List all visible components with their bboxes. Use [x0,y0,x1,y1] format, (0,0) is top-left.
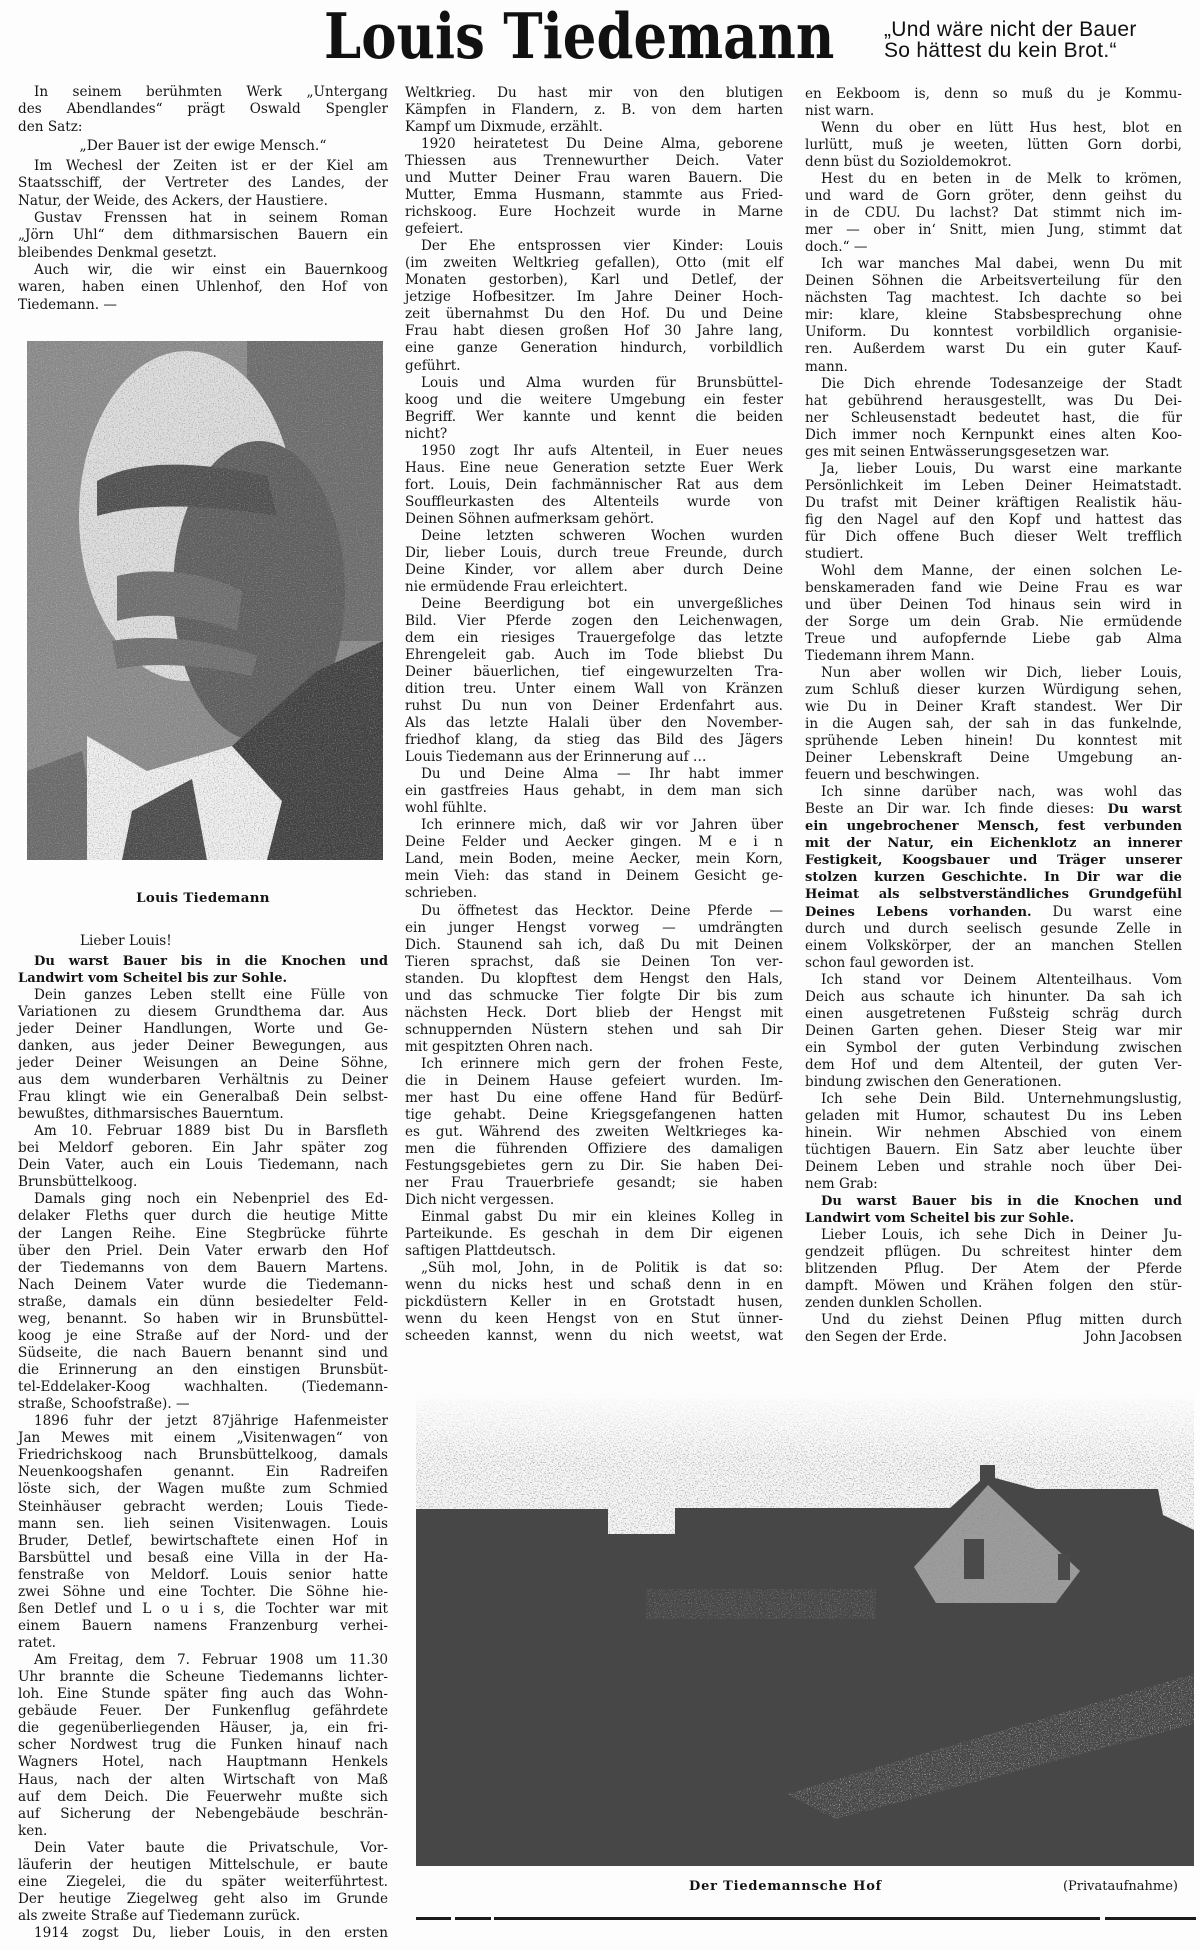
text-line: Dein Vater baute die Privatschule, Vor- [34,1839,388,1856]
text-line: Lieber Louis! [80,933,172,949]
text-line: Dir, lieber Louis, durch treue Freunde, durch [405,544,783,561]
text-line: Deine Beerdigung bot ein unvergeßliches [421,595,783,612]
text-line: jeder Deiner Handlungen, Worte und Ge- [18,1020,388,1037]
text-line: Du warst Bauer bis in die Knochen und [821,1194,1182,1210]
text-line: Frau habt diesen großen Hof 30 Jahre lang, [405,323,783,340]
text-line [805,835,1182,852]
text-line: und Mutter Deiner Frau waren Bauern. Die [405,170,783,187]
text-line: der Langen Reihe. Eine Stegbrücke führte [18,1225,388,1242]
text-line: ratet. [18,1635,56,1651]
text-line: wenn du keen Hengst von en Stut ünner- [405,1311,783,1328]
text-line [805,801,1182,818]
text-line: als zweite Straße auf Tiedemann zurück. [18,1908,301,1924]
text-line: Monaten gestorben), Karl und Detlef, der [405,272,783,289]
text-line: scher Nordwest trug die Funken hinauf nach [18,1737,388,1754]
text-line: Die Dich ehrende Todesanzeige der Stadt [821,375,1182,392]
author-signature: John Jacobsen [1084,1329,1182,1346]
text-line: danken, aus jeder Deiner Bewegungen, aus [18,1037,388,1054]
text-line: ein junger Hengst vorweg — umdrängten [405,919,783,936]
paragraph [405,528,783,596]
text-line: standen. Du klopftest dem Hengst den Hals, [405,970,783,987]
paragraph [805,86,1182,120]
text-line: saftigen Plattdeutsch. [405,1243,556,1260]
text-line: hinein. Wir nehmen Abschied von einem [805,1124,1182,1141]
text-line: Bruder, Detlef, bewirtschaftete einen Hof in [18,1532,388,1549]
portrait-photo [27,341,383,860]
text-line: lurlütt, muß je weeten, lütten Gorn dorbi, [805,137,1182,154]
paragraph [18,987,388,1124]
text-line: tel-Eddelaker-Koog wachhalten. (Tiedemann- [18,1379,388,1396]
text-line: bei Meldorf geboren. Ein Jahr später zog [18,1140,388,1157]
text-line: ges mit seinen Entwässerungsgesetzen war. [805,443,1110,460]
paragraph [805,256,1182,375]
bold-text: stolzen kurzen Geschichte. In Dir war die [805,870,1182,886]
text-line: tüchtigen Bauern. Ein Satz aber leuchte über [805,1141,1182,1158]
text-line: Deine letzten schweren Wochen wurden [421,527,783,544]
paragraph [805,972,1182,1091]
text-line: Tiedemann ihrem Mann. [805,648,975,665]
text-line: Lieber Louis, ich sehe Dich in Deiner Ju- [821,1227,1182,1244]
divider-rule [1105,1917,1196,1920]
text-line: Haus, nach der alten Wirtschaft von Maß [18,1771,388,1788]
text-line: ken. [18,1822,48,1839]
text-line: schon faul geworden ist. [805,954,975,971]
paragraph [405,817,783,902]
paragraph [805,171,1182,256]
text-line: Frau klingt wie ein Generalbaß Dein selbst- [18,1089,388,1105]
text-line: dition treu. Unter einem Wall von Kränzen [405,681,783,698]
text-line: Einmal gabst Du mir ein kleines Kolleg in [421,1209,783,1226]
farm-photo [416,1389,1194,1866]
text-line: Louis Tiedemann aus der Erinnerung auf … [405,749,707,766]
text-line: Parteikunde. Es geschah in dem Dir eigenen [405,1226,783,1243]
text-line: Uhr brannte die Scheune Tiedemanns lichter- [18,1669,388,1686]
text-line: Dein Vater, auch ein Louis Tiedemann, nach [18,1157,388,1174]
paragraph [18,1840,388,1925]
text-line: Du warst Bauer bis in die Knochen und [34,953,388,969]
text-line: bleibendes Denkmal gesetzt. [18,244,217,261]
motto-line: So hättest du kein Brot.“ [884,39,1117,62]
paragraph [18,1191,388,1413]
text-line: Land, mein Boden, meine Aecker, mein Korn, [405,851,783,868]
salutation [18,933,388,953]
text-line: nist warn. [805,103,875,120]
paragraph [405,136,783,238]
text-line: gebäude Feuer. Der Funkenflug gefährdete [18,1703,388,1720]
text-line: delaker Fleths quer durch die heutige Mitte [18,1208,388,1225]
text-line: einem Bauern namens Franzenburg verhei- [18,1617,388,1634]
text-line: nicht? [405,425,448,442]
text-line: men die führenden Offiziere des damaligen [405,1140,783,1157]
text-line: tige gehabt. Deine Kriegsgefangenen hatten [405,1106,783,1123]
text-line: Hest du en beten in de Melk to krömen, [821,171,1182,188]
text-line: „Der Bauer ist der ewige Mensch.“ [79,138,327,155]
text-line: Und du ziehst Deinen Pflug mitten durch [821,1312,1182,1329]
farm-image [416,1389,1194,1866]
text-line: Deine Felder und Aecker gingen. M e i n [405,834,783,851]
paragraph [405,1209,783,1260]
bold-text: Du warst [1107,802,1182,818]
text-line: Dich immer noch Kernpunkt eines alten Koo- [805,426,1182,443]
text-line: gendzeit pflügen. Du schreitest hinter dem [805,1244,1182,1261]
text-line: Wenn du ober en lütt Hus hest, blot en [821,120,1182,137]
text-line: dem ein riesiges Trauergefolge das letzte [405,630,783,646]
text-line: und ward de Gorn gröter, denn geihst du [805,188,1182,205]
text-line: ren. Außerdem warst Du ein guter Kauf- [805,341,1182,358]
text-line: feuern und beschwingen. [805,767,980,784]
text-line: Ich erinnere mich, daß wir vor Jahren über [421,817,783,834]
text-line: „Süh mol, John, in de Politik is dat so: [421,1260,783,1277]
text-line: Landwirt vom Scheitel bis zur Sohle. [18,970,288,986]
text-line: ein Symbol der guten Verbindung zwischen [805,1039,1182,1056]
text-line: Steinhäuser gebracht werden; Louis Tiede- [18,1498,388,1515]
text-line: ßen Detlef und L o u i s, die Tochter war mit [18,1600,388,1617]
text-line: straße, Schoofstraße). — [18,1396,190,1413]
text-line [805,1329,1182,1346]
text-line [805,852,1182,869]
text-line: Thiessen aus Trennewurther Deich. Vater [405,153,783,170]
column-2 [405,85,783,1345]
text-line: blitzenden Pflug. Der Atem der Pferde [805,1261,1182,1278]
motto-line: „Und wäre nicht der Bauer [884,18,1137,41]
farm-buildings [416,1465,1194,1866]
paragraph [805,563,1182,665]
text-line: 1896 fuhr der jetzt 87jährige Hafenmeister [34,1413,388,1430]
paragraph [18,84,388,136]
portrait-highlights [27,341,383,860]
text-line: ner Schleusenstadt bedeutet hast, die für [805,409,1182,426]
text-line: Du öffnetest das Hecktor. Deine Pferde — [421,902,783,919]
sky-fade [416,1389,1194,1459]
text-line: Wohl dem Manne, der einen solchen Le- [821,562,1182,579]
text-line: denn büst du Sozioldemokrot. [805,154,1012,171]
text-line: Ich erinnere mich gern der frohen Feste, [421,1055,783,1072]
text-line: mann sen. lieh seinen Visitenwagen. Louis [18,1515,388,1532]
text-line: Nun aber wollen wir Dich, lieber Louis, [821,665,1182,682]
text-line: eine Ziegelei, die du später weiterführtest. [18,1873,388,1890]
text-line [805,818,1182,835]
text-line: scheeden kannst, wenn du nich weetst, wat [405,1328,783,1345]
text-line: dampft. Möwen und Krähen folgen den stür- [805,1278,1182,1295]
text-line: Friedrichskoog nach Brunsbüttelkoog, damals [18,1447,388,1464]
text-line: Dich. Staunend sah ich, daß Du mit Deinen [405,936,783,953]
text-line: bindung zwischen den Generationen. [805,1073,1062,1090]
text-line: Der heutige Ziegelweg geht also im Grunde [18,1890,388,1907]
text-line: einen ausgetretenen Fußsteig schräg durch [805,1005,1182,1022]
text-line: Auch wir, die wir einst ein Bauernkoog [34,261,388,278]
text-line: Variationen zu diesem Grundthema dar. Aus [18,1003,388,1020]
text-line: wohl fühlte. [405,800,487,817]
paragraph [805,376,1182,461]
text-line: zeit übernahmst Du den Hof. Du und Deine [405,306,783,323]
text-line: Ich war manches Mal dabei, wenn Du mit [821,256,1182,273]
text-line: 1950 zogt Ihr aufs Altenteil, in Euer neues [421,442,783,459]
text-line: fort. Louis, Dein fachmännischer Rat aus dem [405,476,783,493]
text-line: richskoog. Eure Hochzeit wurde in Marne [405,204,783,221]
text-line: auf Sicherung der Nebengebäude beschrän- [18,1805,388,1822]
text-line: Deinen Söhnen die Arbeitsverteilung für den [805,273,1182,290]
text-line: es gut. Während des zweiten Weltkrieges ka- [405,1123,783,1140]
text-line: Natur, der Weide, des Ackers, der Haustiere. [18,192,328,209]
paragraph [18,1123,388,1191]
text-line: zum Schluß dieser kurzen Würdigung sehen, [805,682,1182,699]
text-line: einem Volkskörper, der an manchen Stellen [805,937,1182,954]
text-line: Haus. Eine neue Generation setzte Euer Werk [405,459,783,476]
text-line: koog und die weitere Umgebung ein fester [405,391,783,408]
text-line: hat gebührend herausgestellt, was Du Dei- [805,392,1182,409]
paragraph [405,766,783,817]
text-line: über den Priel. Dein Vater erwarb den Hof [18,1242,388,1259]
text-line: bewußtes, dithmarsisches Bauerntum. [18,1106,284,1123]
text-line: Am Freitag, dem 7. Februar 1908 um 11.30 [34,1652,388,1669]
text-line: „Jörn Uhl“ dem dithmarsischen Bauern ein [18,227,388,244]
bold-paragraph [805,1193,1182,1227]
text-line: jeder Deiner Weisungen an Deine Söhne, [18,1054,388,1071]
text-line: Kampf um Dixmude, erzählt. [405,119,603,136]
text-line: nie ermüdende Frau erleichtert. [405,578,628,595]
text-line: die gegenüberliegenden Häuser, ja, ein fri- [18,1720,388,1737]
text-line: Ich stand vor Deinem Altenteilhaus. Vom [821,971,1182,988]
text-line: Bild. Vier Pferde zogen den Leichenwagen, [405,612,783,629]
text-line: Deine Kinder, vor allem aber durch Deine [405,561,783,578]
paragraph [18,1652,388,1840]
text-line: studiert. [805,545,864,562]
text-line: schnuppernden Nüstern stehen und sah Dir [405,1021,783,1038]
text-line: waren, haben einen Uhlenhof, den Hof von [18,279,388,296]
text-line: Deich aus schaute ich hinunter. Da sah ich [805,988,1182,1005]
text-line: Kämpfen in Flandern, z. B. von dem harten [405,102,783,119]
headline: Louis Tiedemann [324,0,835,73]
paragraph [18,158,388,210]
text-line: die in Deinem Hause gefeiert wurden. Im- [405,1072,783,1089]
text-line: Landwirt vom Scheitel bis zur Sohle. [805,1211,1075,1227]
bold-text: Deines Lebens vorhanden. [805,904,1032,920]
text-line: löste sich, der Wagen mußte zum Schmied [18,1481,388,1498]
text-line: In seinem berühmten Werk „Untergang [34,84,388,100]
text-line: Staatsschiff, der Vertreter des Landes, der [18,175,388,192]
text-line: Tieren sprachst, daß sie Deinen Ton ver- [405,953,783,970]
text-line: Treue und aufopfernde Liebe gab Alma [805,631,1182,647]
text-line: der Tiedemanns von dem Bauern Martens. [18,1259,388,1276]
text-line: Begriff. Wer kannte und kennt die beiden [405,408,783,425]
window [1058,1554,1070,1580]
text-line: den Satz: [18,118,83,135]
text-segment: den Segen der Erde. [805,1329,948,1346]
text-line: dem Hof und dem Altenteil, der guten Ver- [805,1056,1182,1073]
divider-rule [416,1917,451,1920]
text-line: Deinen Söhnen aufmerksam gehört. [405,510,655,527]
divider-rule [455,1917,491,1920]
text-line: Persönlichkeit im Leben Deiner Heimatstadt. [805,477,1182,494]
text-line: gefeiert. [405,221,464,238]
text-line: Deinem Leben und strahle noch über Dei- [805,1158,1182,1175]
bold-text: mit der Natur, ein Eichenklotz an innerer [805,836,1182,852]
photo-credit: (Privataufnahme) [1062,1879,1178,1894]
paragraph [805,784,1182,971]
text-line: nächsten Heck. Dort blieb der Hengst mit [405,1004,783,1021]
paragraph [805,1227,1182,1312]
text-line: Dein ganzes Leben stellt eine Fülle von [34,986,388,1003]
text-line: läuferin der heutigen Mittelschule, er baute [18,1856,388,1873]
paragraph [405,375,783,443]
text-line: Deiner Lebenskraft Deine Umgebung an- [805,750,1182,767]
text-line: mit gespitzten Ohren nach. [405,1038,594,1055]
text-line: Als das letzte Halali über den November- [405,715,783,732]
paragraph [805,120,1182,171]
paragraph [405,903,783,1056]
text-line: in de CDU. Du lachst? Dat stimmt nich im- [805,205,1182,222]
paragraph [18,1925,388,1942]
text-line: mann. [805,358,848,375]
text-line: der Sorge um dein Grab. Nie ermüdende [805,613,1182,630]
paragraph [805,461,1182,563]
farm-photo-caption: Der Tiedemannsche Hof [689,1879,883,1894]
text-line: fig den Nagel auf den Kopf und hattest das [805,511,1182,528]
text-line: aus dem wunderbaren Verhältnis zu Deiner [18,1071,388,1088]
text-line: Brunsbüttelkoog. [18,1174,138,1191]
paragraph [405,596,783,766]
bold-text: Festigkeit, Koogsbauer und Träger unserer [805,853,1182,869]
text-line: mer hast Du eine offene Hand für Bedürf- [405,1089,783,1106]
text-line: Du trafst mit Deiner kräftigen Realistik häu- [805,494,1182,511]
paragraph [405,1260,783,1345]
column-3 [805,86,1182,1346]
text-segment: Du warst eine [1031,903,1182,920]
bold-text: Heimat als selbstverständliches Grundgefühl [805,887,1182,903]
text-line: Ich sehe Dein Bild. Unternehmungslustig, [821,1090,1182,1107]
text-line: in die Augen sah, der sah in das funkelnde, [805,716,1182,733]
text-line: auf dem Deich. Die Feuerwehr mußte sich [18,1788,388,1805]
text-line: loh. Eine Stunde später fing auch das Wohn- [18,1686,388,1703]
text-line: mein Vieh: das stand in Deinem Gesicht ge- [405,868,783,885]
portrait-image [27,341,383,860]
text-line: Gustav Frenssen hat in seinem Roman [34,210,388,227]
text-line: Wagners Hotel, nach Hauptmann Henkels [18,1754,388,1771]
text-line: und über Deinen Tod hinaus sein wird in [805,596,1182,613]
text-line: Neuenkoogshafen genannt. Ein Radreifen [18,1464,388,1481]
text-segment: Beste an Dir war. Ich finde dieses: [805,801,1108,818]
text-line: Mutter, Emma Husmann, stammte aus Fried- [405,187,783,204]
paragraph [805,665,1182,784]
paragraph [405,443,783,528]
text-line: mir: klare, kleine Stabsbesprechung ohne [805,307,1182,324]
text-line: weg, benannt. So haben wir in Brunsbüttel- [18,1310,388,1327]
text-line: Du und Deine Alma — Ihr habt immer [421,766,783,783]
text-line: zenden dunklen Schollen. [805,1295,983,1312]
text-line: koog je eine Straße auf der Nord- und der [18,1327,388,1344]
paragraph [805,1091,1182,1193]
text-line: Souffleurkasten des Altenteils wurde von [405,493,783,510]
divider-rule [494,1917,1100,1920]
text-line: geführt. [405,357,461,374]
text-line: 1920 heiratetest Du Deine Alma, geborene [421,136,783,153]
text-line: Deinen Garten gehen. Dieser Steig war mir [805,1022,1182,1039]
text-line: Tiedemann. — [18,296,117,313]
column-1-intro [18,84,388,314]
bold-paragraph [18,953,388,987]
window [964,1539,984,1579]
text-line: zwei Söhne und eine Tochter. Die Söhne hie- [18,1583,388,1600]
motto-quote [884,19,1184,61]
text-line: Im Wechesl der Zeiten ist er der Kiel am [34,158,388,175]
text-line: ruhst Du nun von Deiner Erdenfahrt aus. [405,698,783,715]
text-line: fenstraße von Meldorf. Louis senior hatte [18,1566,388,1583]
text-line: Ja, lieber Louis, Du warst eine markante [821,460,1182,477]
text-line: für Dich offene Buch dieser Welt trefflich [805,528,1182,545]
text-line: Ehrengeleit gab. Auch im Tode bliebst Du [405,647,783,664]
text-line: 1914 zogst Du, lieber Louis, in den ersten [34,1925,388,1942]
text-line: nächsten Tag machtest. Ich dachte so bei [805,290,1182,307]
paragraph [805,1312,1182,1346]
text-line: en Eekboom is, denn so muß du je Kommu- [805,86,1182,102]
text-line: ein gastfreies Haus gehabt, in dem man sich [405,783,783,800]
text-line: Am 10. Februar 1889 bist Du in Barsfleth [34,1123,388,1140]
text-line: wenn du nicks hest und schaß denn in en [405,1277,783,1294]
text-line: Südseite, die nach Bauern benannt sind und [18,1344,388,1361]
paragraph [405,85,783,136]
text-line: benskameraden fand wie Deine Frau es war [805,579,1182,596]
text-line [805,886,1182,903]
text-line: schrieben. [405,885,478,902]
text-line: mer — ober in‘ Snitt, mien Jung, stimmt dat [805,222,1182,239]
text-line: Barsbüttel und besaß eine Villa in der Ha- [18,1549,388,1566]
text-line: sprühende Leben hinein! Du konntest mit [805,733,1182,750]
text-line: pickdüstern Keller in en Grotstadt husen, [405,1294,783,1311]
paragraph [18,262,388,314]
text-line: nem Grab: [805,1176,878,1192]
text-line: doch.“ — [805,239,868,256]
text-line: geladen mit Humor, schautest Du ins Leben [805,1107,1182,1124]
text-line: und das schmucke Tier folgte Dir bis zum [405,987,783,1004]
text-line: Festungsgebietes gern zu Dir. Sie haben Dei- [405,1157,783,1174]
text-line: die Erinnerung an den einstigen Brunsbüt- [18,1362,388,1378]
text-line: Dich nicht vergessen. [405,1192,555,1209]
text-line: straße, damals ein dünn besiedelter Feld- [18,1293,388,1310]
text-line [805,904,1182,921]
garden-highlights [646,1589,876,1619]
text-line: (im zweiten Weltkrieg gefallen), Otto (mit elf [405,255,783,272]
text-line: Louis und Alma wurden für Brunsbüttel- [421,374,783,391]
text-line [805,869,1182,886]
paragraph [18,210,388,262]
text-line: wie Du in Deiner Kraft standest. Wer Dir [805,699,1182,716]
bold-text: ein ungebrochener Mensch, fest verbunden [805,819,1182,835]
column-1-body [18,933,388,1942]
text-line: eine ganze Generation hindurch, vorbildlich [405,340,783,357]
text-line: Ich sinne darüber nach, was wohl das [821,784,1182,801]
text-line: Weltkrieg. Du hast mir von den blutigen [405,85,783,101]
portrait-caption: Louis Tiedemann [136,890,270,906]
text-line: Jan Mewes mit einem „Visitenwagen“ von [18,1430,388,1447]
text-line: Der Ehe entsprossen vier Kinder: Louis [421,238,783,255]
text-line: ner Frau Trauerbriefe gesandt; sie haben [405,1175,783,1191]
text-line: des Abendlandes“ prägt Oswald Spengler [18,101,388,118]
paragraph [405,238,783,374]
paragraph [18,1413,388,1652]
text-line: jetzige Hofbesitzer. Im Jahre Deiner Hoch- [405,289,783,306]
paragraph [405,1056,783,1209]
text-line: Damals ging noch ein Nebenpriel des Ed- [34,1191,388,1208]
quote-paragraph [18,138,388,155]
text-line: friedhof klang, da stieg das Bild des Jägers [405,732,783,749]
text-line: Deiner bäuerlichen, tief eingewurzelten Tra- [405,664,783,681]
text-line: Nach Deinem Vater wurde die Tiedemann- [18,1276,388,1293]
text-line: durch und durch seelisch gesunde Zelle in [805,920,1182,937]
text-line: Uniform. Du konntest vorbildlich organisie- [805,324,1182,341]
